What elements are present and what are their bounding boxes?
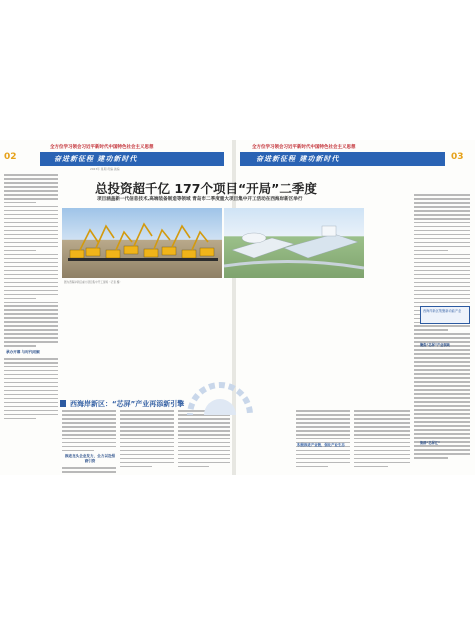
feature-section-title: 西海岸新区：“芯屏”产业再添新引擎: [70, 400, 185, 408]
side-subhead-2: 集群“芯屏汇”: [420, 441, 441, 445]
excavator-photo: [62, 208, 222, 278]
header-title: 奋进新征程 建功新时代: [256, 155, 340, 163]
page-number: 03: [451, 152, 464, 162]
left-subhead: 承办开幕 与时代同频: [6, 349, 40, 354]
feature-box-title-2: 积极推进产业链，强化产业生态: [297, 443, 345, 447]
header-slogan: 全方位学习领会习近平新时代中国特色社会主义思想: [252, 145, 356, 150]
feature-column-1: [62, 410, 116, 475]
left-page-header: [0, 142, 232, 170]
side-subhead-1: 聚焦“芯屏”产业领域: [420, 343, 450, 347]
newspaper-spread: [0, 140, 475, 475]
right-text-column: [414, 194, 470, 461]
side-box-text: 西海岸新区集聚新动能产业: [423, 309, 462, 313]
right-feature-column-2: [354, 410, 410, 470]
main-headline: 总投资超千亿 177个项目“开局”二季度: [95, 181, 317, 196]
page-number: 02: [4, 152, 17, 162]
feature-box-title-1: 推进龙头企业发力，全力以赴招商引资: [64, 454, 116, 464]
right-page-header: [236, 142, 475, 170]
factory-rendering: [224, 208, 364, 278]
header-slogan: 全方位学习领会习近平新时代中国特色社会主义思想: [50, 145, 154, 150]
header-meta: 2023年 星期 责编 美编: [90, 167, 120, 171]
feature-column-2: [120, 410, 174, 470]
side-info-box: [420, 306, 470, 324]
gear-decoration-icon: [175, 375, 265, 415]
header-title: 奋进新征程 建功新时代: [54, 155, 138, 163]
photo-caption: 图为西海岸新区重大项目集中开工现场（记者 摄）: [64, 281, 122, 284]
main-subtitle: 项目涵盖新一代信息技术,高端装备制造等领域 青岛市二季度重大项目集中开工活动在西海岸新区举行: [97, 197, 303, 202]
right-feature-column-1: [296, 410, 350, 470]
section-marker: [60, 400, 66, 407]
feature-column-3: [178, 410, 230, 470]
left-text-column: [4, 174, 58, 422]
